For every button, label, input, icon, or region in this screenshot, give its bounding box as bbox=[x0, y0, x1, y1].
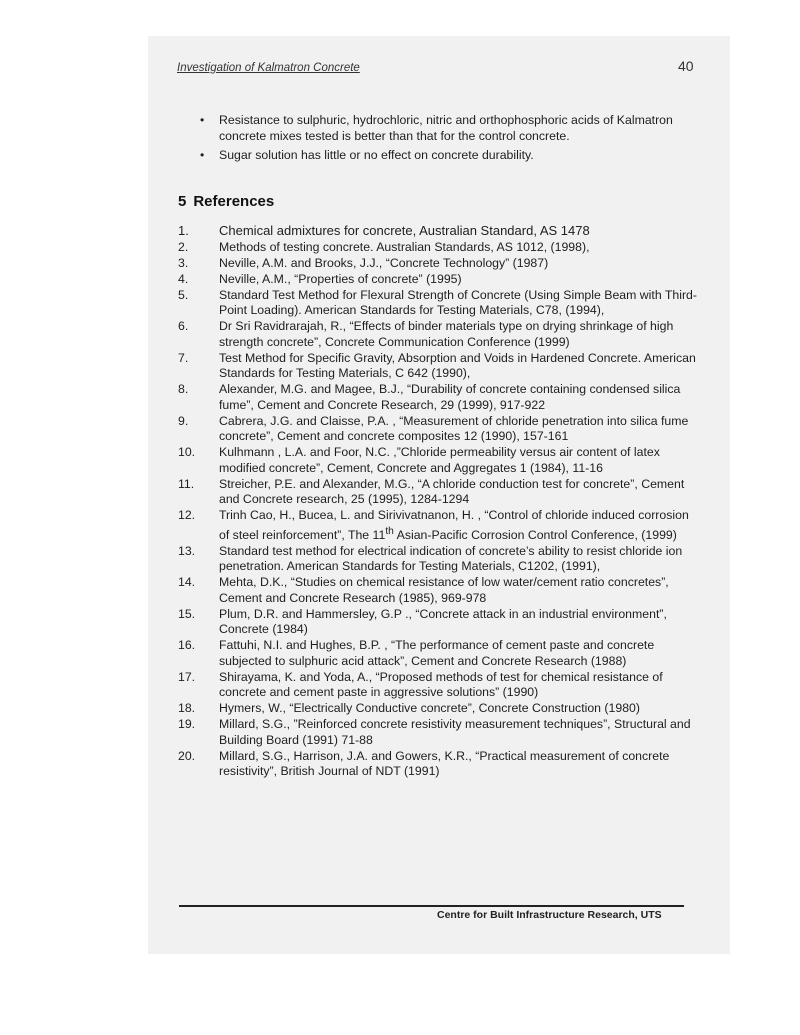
reference-item bbox=[176, 508, 700, 543]
reference-number: 12. bbox=[178, 508, 196, 522]
reference-text: Streicher, P.E. and Alexander, M.G., “A chloride conduction test for concrete”, Cement and Concrete research, 25 (1995), 1284-1294 bbox=[219, 476, 685, 506]
reference-number: 4. bbox=[178, 271, 189, 286]
reference-number: 3. bbox=[178, 255, 189, 270]
reference-number: 8. bbox=[178, 382, 189, 396]
bullet-item bbox=[199, 147, 699, 163]
reference-item bbox=[176, 288, 700, 319]
reference-text: Standard Test Method for Flexural Strength of Concrete (Using Simple Beam with Third-Point Loading). American Standards for Testing Materials, C78, (1994), bbox=[219, 287, 697, 317]
reference-item bbox=[176, 477, 700, 508]
reference-number: 20. bbox=[178, 748, 196, 763]
reference-text: Hymers, W., “Electrically Conductive concrete”, Concrete Construction (1980) bbox=[219, 701, 640, 716]
bullet-item bbox=[199, 112, 699, 144]
bullet-text: Sugar solution has little or no effect on concrete durability. bbox=[219, 148, 534, 162]
running-header-title: Investigation of Kalmatron Concrete bbox=[177, 62, 360, 74]
reference-text: Mehta, D.K., “Studies on chemical resistance of low water/cement ratio concretes”, Cement and Concrete Research (1985), 969-978 bbox=[219, 575, 669, 605]
reference-text: Chemical admixtures for concrete, Australian Standard, AS 1478 bbox=[219, 223, 590, 238]
reference-text: Fattuhi, N.I. and Hughes, B.P. , “The performance of cement paste and concrete subjected to sulphuric acid attack”, Cement and Concrete Research (1988) bbox=[219, 638, 655, 668]
reference-item bbox=[176, 544, 700, 575]
reference-number: 9. bbox=[178, 413, 189, 428]
reference-number: 1. bbox=[178, 223, 189, 238]
reference-number: 13. bbox=[178, 543, 196, 558]
bullet-list bbox=[199, 112, 699, 166]
reference-number: 11. bbox=[178, 476, 195, 491]
reference-text-part: Trinh Cao, H., Bucea, L. and Sirivivatnanon, H. , “Control of chloride induced corrosion of steel reinforcement”, The 11 bbox=[219, 508, 689, 542]
reference-number: 16. bbox=[178, 638, 196, 653]
reference-item bbox=[176, 749, 700, 780]
reference-number: 6. bbox=[178, 319, 189, 333]
reference-text: Standard test method for electrical indication of concrete’s ability to resist chloride ion penetration. American Standards for Testing Materials, C1202, (1991), bbox=[219, 543, 683, 574]
footer-text: Centre for Built Infrastructure Research, UTS bbox=[437, 909, 662, 921]
reference-text: Millard, S.G., Harrison, J.A. and Gowers, K.R., “Practical measurement of concrete resistivity”, British Journal of NDT (1991) bbox=[219, 748, 670, 779]
reference-list bbox=[176, 222, 700, 780]
reference-text: Kulhmann , L.A. and Foor, N.C. ,”Chloride permeability versus air content of latex modified concrete”, Cement, Concrete and Aggregates 1 (1984), 11-16 bbox=[219, 445, 660, 475]
reference-text: Dr Sri Ravidrarajah, R., “Effects of binder materials type on drying shrinkage of high strength concrete”, Concrete Communication Conference (1999) bbox=[219, 319, 674, 349]
reference-item bbox=[176, 256, 700, 272]
reference-text: Cabrera, J.G. and Claisse, P.A. , “Measurement of chloride penetration into silica fume concrete”, Cement and concrete composites 12 (1990), 157-161 bbox=[219, 413, 689, 443]
reference-number: 14. bbox=[178, 575, 196, 590]
page-number: 40 bbox=[678, 58, 694, 74]
reference-item bbox=[176, 717, 700, 748]
bullet-dot-icon: • bbox=[200, 113, 205, 127]
reference-text: Neville, A.M. and Brooks, J.J., “Concrete Technology” (1987) bbox=[219, 255, 549, 270]
reference-item bbox=[176, 670, 700, 701]
reference-number: 7. bbox=[178, 350, 189, 365]
reference-item bbox=[176, 351, 700, 382]
reference-text: Shirayama, K. and Yoda, A., “Proposed methods of test for chemical resistance of concrete and cement paste in aggressive solutions” (1990) bbox=[219, 669, 663, 700]
reference-item bbox=[176, 607, 700, 638]
reference-item bbox=[176, 319, 700, 350]
reference-item bbox=[176, 445, 700, 476]
reference-text: Millard, S.G., ”Reinforced concrete resistivity measurement techniques”, Structural and Building Board (1991) 71-88 bbox=[219, 717, 691, 747]
reference-text: Methods of testing concrete. Australian Standards, AS 1012, (1998), bbox=[219, 239, 590, 254]
footer-rule bbox=[179, 905, 684, 907]
reference-text: Plum, D.R. and Hammersley, G.P ., “Concrete attack in an industrial environment”, Concrete (1984) bbox=[219, 606, 667, 637]
reference-text bbox=[219, 508, 700, 543]
reference-item bbox=[176, 575, 700, 606]
reference-number: 17. bbox=[178, 669, 196, 684]
section-number: 5 bbox=[178, 193, 187, 210]
section-title: References bbox=[193, 193, 275, 210]
reference-item bbox=[176, 272, 700, 288]
bullet-text: Resistance to sulphuric, hydrochloric, nitric and orthophosphoric acids of Kalmatron concrete mixes tested is better than that for the control concrete. bbox=[219, 113, 673, 143]
reference-text: Alexander, M.G. and Magee, B.J., “Durability of concrete containing condensed silica fume”, Cement and Concrete Research, 29 (1999), 917-922 bbox=[219, 382, 681, 412]
reference-number: 2. bbox=[178, 239, 189, 254]
reference-item bbox=[176, 701, 700, 717]
reference-item bbox=[176, 382, 700, 413]
reference-text-part: Asian-Pacific Corrosion Control Conference, (1999) bbox=[393, 527, 677, 542]
ordinal-superscript: th bbox=[385, 525, 394, 537]
reference-number: 10. bbox=[178, 445, 196, 459]
reference-item bbox=[176, 240, 700, 256]
reference-number: 18. bbox=[178, 701, 196, 716]
reference-number: 15. bbox=[178, 606, 196, 621]
reference-item bbox=[176, 638, 700, 669]
bullet-dot-icon: • bbox=[200, 148, 205, 162]
reference-number: 5. bbox=[178, 287, 189, 302]
reference-item bbox=[176, 414, 700, 445]
reference-text: Test Method for Specific Gravity, Absorption and Voids in Hardened Concrete. American Standards for Testing Materials, C 642 (1990), bbox=[219, 350, 696, 380]
reference-text: Neville, A.M., “Properties of concrete” (1995) bbox=[219, 271, 462, 286]
reference-item bbox=[176, 222, 700, 239]
reference-number: 19. bbox=[178, 717, 196, 732]
section-heading bbox=[178, 193, 274, 210]
